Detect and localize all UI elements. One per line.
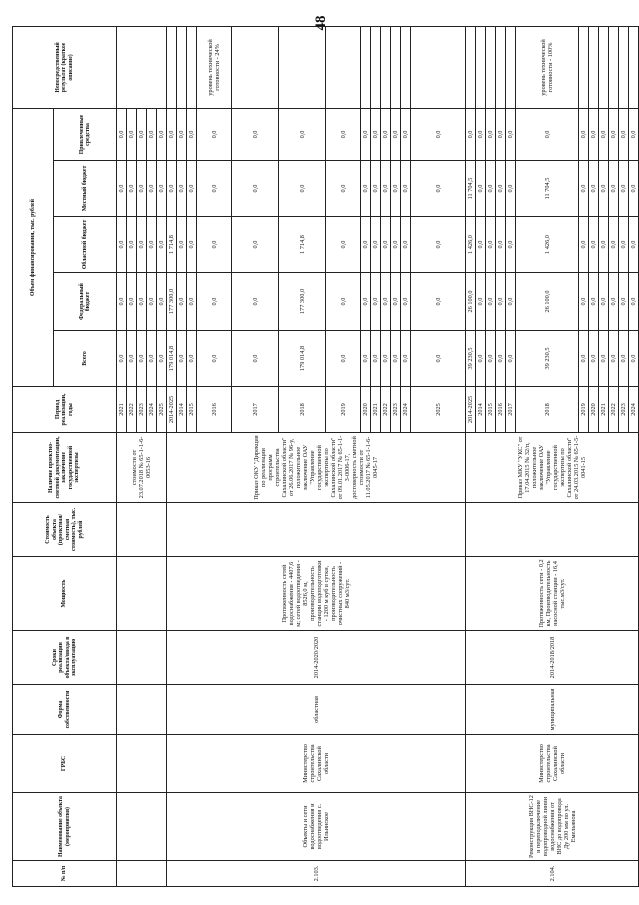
cell-local: 0,0: [117, 161, 127, 217]
cell-object: Объекты и сети водоснабжения и водоотведения с. Ильинское: [167, 793, 466, 861]
cell-result: [381, 26, 391, 108]
cell-federal: 0,0: [197, 273, 232, 331]
cell-ownership: областная: [167, 685, 466, 735]
cell-federal: 0,0: [506, 273, 516, 331]
col-total-header: Всего: [54, 331, 117, 387]
cell-num: [117, 861, 167, 887]
cell-regional: 0,0: [506, 217, 516, 273]
cell-local: 0,0: [496, 161, 506, 217]
cell-local: 0,0: [401, 161, 411, 217]
cell-local: 0,0: [411, 161, 466, 217]
table-row: [167, 26, 177, 886]
cell-year: 2017: [506, 387, 516, 433]
cell-total: 0,0: [619, 331, 629, 387]
cell-regional: 0,0: [579, 217, 589, 273]
cell-year: 2014-2025: [466, 387, 476, 433]
cell-grbs: [117, 735, 167, 793]
cell-attracted: 0,0: [579, 108, 589, 160]
col-power-header: Мощность: [13, 557, 117, 631]
cell-total: 0,0: [401, 331, 411, 387]
cell-attracted: 0,0: [117, 108, 127, 160]
cell-cost: [167, 503, 466, 557]
col-document-header: Наличие проектно-сметной документации, заключение государственной экспертизы: [13, 433, 117, 503]
cell-power: [117, 557, 167, 631]
col-grbs-header: ГРБС: [13, 735, 117, 793]
cell-local: 0,0: [157, 161, 167, 217]
cell-local: 0,0: [619, 161, 629, 217]
cell-regional: 0,0: [117, 217, 127, 273]
cell-year: 2024: [401, 387, 411, 433]
cell-attracted: 0,0: [506, 108, 516, 160]
cell-regional: 0,0: [177, 217, 187, 273]
cell-federal: 0,0: [381, 273, 391, 331]
cell-object: [117, 793, 167, 861]
cell-total: 0,0: [177, 331, 187, 387]
cell-num: 2.104.: [466, 861, 639, 887]
cell-federal: 177 300,0: [279, 273, 326, 331]
cell-regional: 0,0: [401, 217, 411, 273]
cell-federal: 0,0: [137, 273, 147, 331]
cell-federal: 0,0: [177, 273, 187, 331]
cell-federal: 0,0: [476, 273, 486, 331]
cell-year: 2021: [371, 387, 381, 433]
col-period-header: Сроки реализации объекта/ввода в эксплуатацию: [13, 631, 117, 685]
cell-cost: [117, 503, 167, 557]
cell-regional: 1 426,0: [516, 217, 579, 273]
cell-year: 2020: [361, 387, 371, 433]
cell-federal: 0,0: [361, 273, 371, 331]
cell-attracted: 0,0: [401, 108, 411, 160]
cell-cost: [466, 503, 639, 557]
cell-local: 0,0: [177, 161, 187, 217]
cell-ownership: муниципальная: [466, 685, 639, 735]
col-num-header: № п/п: [13, 861, 117, 887]
cell-document: Приказ ОКУ "Дирекция по реализации программ строительства Сахалинской области" от 26.06.2017 № 96-у, положительное заключение ОАУ "Управление государственной экспертизы по Сахалинской области" от 09.01.2017 № 65-1-1-3-0006-17, достоверность сметной стоимости от 11.05.2017 № 65-1-1-6-0045-17: [167, 433, 466, 503]
cell-year: 2014: [177, 387, 187, 433]
cell-result: [411, 26, 466, 108]
cell-document: Приказ МКУ "УКС" от 17.04.2015 № 32/п, положительное заключение ОАУ "Управление государственной экспертизы по Сахалинской области" от 24.03.2015 № 65-1-5-0041-15: [466, 433, 639, 503]
col-ownership-header: Форма собственности: [13, 685, 117, 735]
cell-total: 0,0: [609, 331, 619, 387]
cell-regional: 0,0: [137, 217, 147, 273]
cell-regional: 0,0: [157, 217, 167, 273]
cell-total: 0,0: [137, 331, 147, 387]
cell-year: 2024: [147, 387, 157, 433]
cell-period: [117, 631, 167, 685]
col-local-header: Местный бюджет: [54, 161, 117, 217]
cell-local: 0,0: [371, 161, 381, 217]
cell-regional: 0,0: [371, 217, 381, 273]
cell-result: уровень технической готовности - 100%: [516, 26, 579, 108]
cell-year: 2020: [589, 387, 599, 433]
cell-ownership: [117, 685, 167, 735]
cell-total: 0,0: [197, 331, 232, 387]
cell-local: 0,0: [381, 161, 391, 217]
cell-regional: 0,0: [609, 217, 619, 273]
cell-power: Протяженность сети - 0,2 км, Производительность насосной станции - 16,4 тыс.м3/сут.: [466, 557, 639, 631]
cell-local: 0,0: [609, 161, 619, 217]
cell-result: [609, 26, 619, 108]
cell-total: 0,0: [361, 331, 371, 387]
cell-total: 0,0: [147, 331, 157, 387]
cell-period: 2014-2020/2020: [167, 631, 466, 685]
cell-regional: 0,0: [391, 217, 401, 273]
cell-federal: 0,0: [371, 273, 381, 331]
cell-local: 0,0: [476, 161, 486, 217]
cell-total: 0,0: [381, 331, 391, 387]
cell-result: [391, 26, 401, 108]
cell-attracted: 0,0: [599, 108, 609, 160]
cell-year: 2019: [326, 387, 361, 433]
col-federal-header: Федеральный бюджет: [54, 273, 117, 331]
cell-result: [187, 26, 197, 108]
cell-document: стоимости от 23.07.2018 № 65-1-1-6-0053-16: [117, 433, 167, 503]
cell-year: 2025: [411, 387, 466, 433]
cell-year: 2022: [127, 387, 137, 433]
cell-total: 179 014,8: [279, 331, 326, 387]
cell-attracted: 0,0: [167, 108, 177, 160]
cell-federal: 0,0: [401, 273, 411, 331]
cell-federal: 0,0: [411, 273, 466, 331]
cell-attracted: 0,0: [147, 108, 157, 160]
cell-total: 0,0: [127, 331, 137, 387]
cell-attracted: 0,0: [197, 108, 232, 160]
cell-local: 0,0: [197, 161, 232, 217]
cell-local: 0,0: [232, 161, 279, 217]
col-regional-header: Областной бюджет: [54, 217, 117, 273]
cell-total: 0,0: [486, 331, 496, 387]
col-cost-header: Стоимость объекта (проектная/сметная стоимость), тыс. рублей: [13, 503, 117, 557]
page-number: 48: [313, 15, 329, 31]
cell-federal: 0,0: [232, 273, 279, 331]
cell-attracted: 0,0: [381, 108, 391, 160]
cell-federal: 0,0: [157, 273, 167, 331]
cell-attracted: 0,0: [361, 108, 371, 160]
cell-result: [371, 26, 381, 108]
cell-regional: 0,0: [599, 217, 609, 273]
cell-year: 2018: [516, 387, 579, 433]
cell-local: 11 704,5: [466, 161, 476, 217]
cell-attracted: 0,0: [326, 108, 361, 160]
cell-year: 2025: [157, 387, 167, 433]
cell-attracted: 0,0: [609, 108, 619, 160]
cell-regional: 0,0: [589, 217, 599, 273]
header-row: [13, 26, 54, 886]
cell-total: 0,0: [599, 331, 609, 387]
cell-total: 0,0: [476, 331, 486, 387]
cell-attracted: 0,0: [589, 108, 599, 160]
cell-power: Протяженность сетей водоснабжения - 4407,6 м; сетей водоотведения - 8526,0 м, производительность станции водоподготовки - 1200 м куб в сутки, производительность очистных сооружений - 840 м3/сут.: [167, 557, 466, 631]
cell-total: 0,0: [187, 331, 197, 387]
cell-year: 2022: [381, 387, 391, 433]
cell-local: 0,0: [361, 161, 371, 217]
cell-total: 0,0: [232, 331, 279, 387]
col-years-header: Период реализации, годы: [13, 387, 117, 433]
cell-attracted: 0,0: [187, 108, 197, 160]
cell-result: [279, 26, 326, 108]
cell-result: [232, 26, 279, 108]
cell-regional: 0,0: [629, 217, 639, 273]
cell-total: 0,0: [371, 331, 381, 387]
cell-federal: 0,0: [187, 273, 197, 331]
cell-federal: 0,0: [391, 273, 401, 331]
cell-total: 0,0: [411, 331, 466, 387]
cell-federal: 0,0: [326, 273, 361, 331]
cell-total: 0,0: [326, 331, 361, 387]
cell-local: 0,0: [137, 161, 147, 217]
cell-result: [629, 26, 639, 108]
cell-year: 2014: [476, 387, 486, 433]
cell-regional: 0,0: [147, 217, 157, 273]
cell-regional: 0,0: [232, 217, 279, 273]
cell-attracted: 0,0: [371, 108, 381, 160]
cell-year: 2021: [117, 387, 127, 433]
cell-result: [619, 26, 629, 108]
cell-year: 2021: [599, 387, 609, 433]
cell-local: 0,0: [167, 161, 177, 217]
cell-year: 2016: [496, 387, 506, 433]
cell-local: 0,0: [599, 161, 609, 217]
cell-year: 2018: [279, 387, 326, 433]
cell-result: [486, 26, 496, 108]
cell-local: 0,0: [391, 161, 401, 217]
cell-year: 2023: [137, 387, 147, 433]
cell-total: 0,0: [589, 331, 599, 387]
cell-federal: 0,0: [496, 273, 506, 331]
cell-attracted: 0,0: [476, 108, 486, 160]
cell-federal: 26 100,0: [516, 273, 579, 331]
col-object-header: Наименование объекта (мероприятия): [13, 793, 117, 861]
cell-grbs: Министерство строительства Сахалинской области: [167, 735, 466, 793]
cell-local: 0,0: [326, 161, 361, 217]
cell-attracted: 0,0: [177, 108, 187, 160]
cell-regional: 0,0: [411, 217, 466, 273]
cell-total: 39 230,5: [466, 331, 476, 387]
cell-federal: 0,0: [579, 273, 589, 331]
cell-regional: 0,0: [127, 217, 137, 273]
cell-result: [589, 26, 599, 108]
cell-regional: 0,0: [486, 217, 496, 273]
cell-year: 2015: [486, 387, 496, 433]
cell-regional: 1 714,8: [167, 217, 177, 273]
cell-attracted: 0,0: [411, 108, 466, 160]
cell-regional: 1 426,0: [466, 217, 476, 273]
cell-local: 11 704,5: [516, 161, 579, 217]
cell-federal: 0,0: [629, 273, 639, 331]
cell-regional: 0,0: [496, 217, 506, 273]
cell-total: 179 014,8: [167, 331, 177, 387]
cell-result: [177, 26, 187, 108]
cell-federal: 0,0: [147, 273, 157, 331]
cell-attracted: 0,0: [516, 108, 579, 160]
cell-result: [496, 26, 506, 108]
cell-total: 39 230,5: [516, 331, 579, 387]
cell-year: 2024: [629, 387, 639, 433]
col-funding-group-header: Объем финансирования, тыс. рублей: [13, 108, 54, 386]
cell-local: 0,0: [579, 161, 589, 217]
cell-regional: 0,0: [476, 217, 486, 273]
cell-local: 0,0: [279, 161, 326, 217]
cell-result: [599, 26, 609, 108]
cell-year: 2015: [187, 387, 197, 433]
cell-result: [117, 26, 167, 108]
cell-attracted: 0,0: [619, 108, 629, 160]
cell-year: 2016: [197, 387, 232, 433]
cell-total: 0,0: [496, 331, 506, 387]
cell-attracted: 0,0: [279, 108, 326, 160]
cell-regional: 0,0: [187, 217, 197, 273]
cell-attracted: 0,0: [157, 108, 167, 160]
cell-attracted: 0,0: [391, 108, 401, 160]
cell-regional: 0,0: [381, 217, 391, 273]
cell-federal: 0,0: [619, 273, 629, 331]
col-attracted-header: Привлеченные средства: [54, 108, 117, 160]
cell-regional: 0,0: [619, 217, 629, 273]
cell-result: [506, 26, 516, 108]
cell-total: 0,0: [391, 331, 401, 387]
cell-object: Реконструкция ВНС-12 и переподключение водопроводной линии водоснабжения от ВНС до водопровода Ду 200 мм по ул. Емельянова: [466, 793, 639, 861]
rotated-table-wrapper: [12, 27, 637, 887]
cell-result: [361, 26, 371, 108]
cell-local: 0,0: [147, 161, 157, 217]
cell-year: 2023: [619, 387, 629, 433]
cell-regional: 0,0: [197, 217, 232, 273]
cell-year: 2022: [609, 387, 619, 433]
cell-federal: 0,0: [589, 273, 599, 331]
cell-result: [476, 26, 486, 108]
cell-total: 0,0: [117, 331, 127, 387]
cell-federal: 0,0: [609, 273, 619, 331]
cell-total: 0,0: [629, 331, 639, 387]
table-row: [117, 26, 127, 886]
investment-table: [12, 26, 639, 887]
cell-attracted: 0,0: [466, 108, 476, 160]
cell-result: уровень технической готовности - 24%: [197, 26, 232, 108]
cell-regional: 0,0: [326, 217, 361, 273]
cell-year: 2019: [579, 387, 589, 433]
cell-grbs: Министерство строительства Сахалинской области: [466, 735, 639, 793]
cell-period: 2014-2018/2018: [466, 631, 639, 685]
cell-result: [326, 26, 361, 108]
cell-total: 0,0: [579, 331, 589, 387]
cell-local: 0,0: [187, 161, 197, 217]
col-result-header: Непосредственный результат (краткое описание): [13, 26, 117, 108]
cell-attracted: 0,0: [137, 108, 147, 160]
cell-total: 0,0: [157, 331, 167, 387]
cell-regional: 0,0: [361, 217, 371, 273]
cell-result: [167, 26, 177, 108]
table-row: [466, 26, 476, 886]
cell-federal: 0,0: [486, 273, 496, 331]
cell-local: 0,0: [486, 161, 496, 217]
cell-num: 2.103.: [167, 861, 466, 887]
cell-attracted: 0,0: [629, 108, 639, 160]
cell-local: 0,0: [127, 161, 137, 217]
cell-local: 0,0: [629, 161, 639, 217]
cell-year: 2017: [232, 387, 279, 433]
cell-attracted: 0,0: [496, 108, 506, 160]
cell-federal: 0,0: [127, 273, 137, 331]
cell-regional: 1 714,8: [279, 217, 326, 273]
cell-local: 0,0: [506, 161, 516, 217]
cell-attracted: 0,0: [486, 108, 496, 160]
cell-year: 2014-2025: [167, 387, 177, 433]
cell-result: [466, 26, 476, 108]
cell-attracted: 0,0: [127, 108, 137, 160]
cell-federal: 177 300,0: [167, 273, 177, 331]
cell-federal: 0,0: [599, 273, 609, 331]
cell-result: [579, 26, 589, 108]
cell-result: [401, 26, 411, 108]
cell-attracted: 0,0: [232, 108, 279, 160]
cell-year: 2023: [391, 387, 401, 433]
cell-local: 0,0: [589, 161, 599, 217]
cell-federal: 26 100,0: [466, 273, 476, 331]
cell-federal: 0,0: [117, 273, 127, 331]
cell-total: 0,0: [506, 331, 516, 387]
